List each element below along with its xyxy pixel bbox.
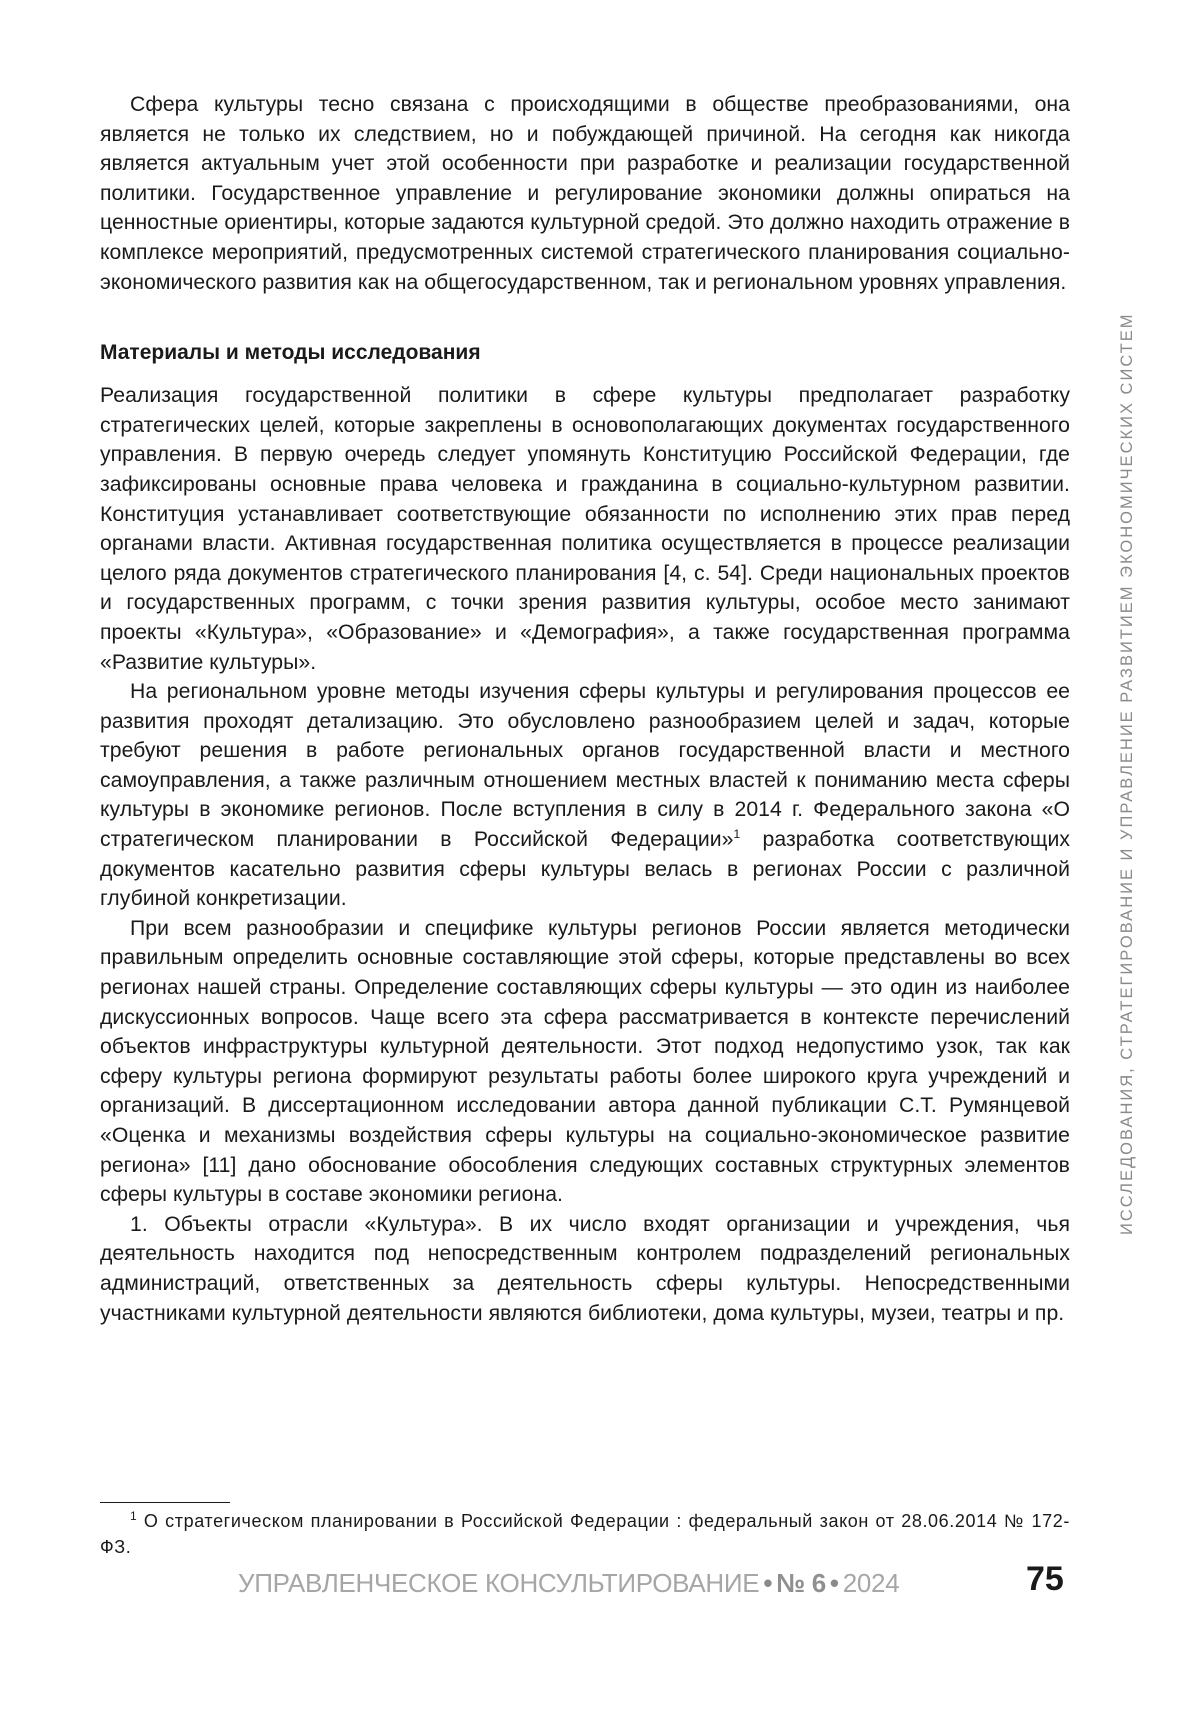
paragraph-2 [100,677,1070,914]
paragraph-2-text-cont: разработка соответствующих документов касательно развития сферы культуры велась в регионах России с различной глубиной конкретизации. [100,828,1070,910]
running-section-title: ИССЛЕДОВАНИЯ, СТРАТЕГИРОВАНИЕ И УПРАВЛЕНИЕ РАЗВИТИЕМ ЭКОНОМИЧЕСКИХ СИСТЕМ [1118,312,1137,1235]
journal-footer [238,1568,899,1599]
footer-separator: • [759,1568,776,1598]
footnote-text: О стратегическом планировании в Российской Федерации : федеральный закон от 28.06.2014 № 172-ФЗ. [100,1511,1070,1557]
paragraph-1: Реализация государственной политики в сфере культуры предполагает разработку стратегических целей, которые закреплены в основополагающих документах государственного управления. В первую очередь следует упомянуть Конституцию Российской Федерации, где зафиксированы основные права человека и гражданина в социально-культурном развитии. Конституция устанавливает соответствующие обязанности по исполнению этих прав перед органами власти. Активная государственная политика осуществляется в процессе реализации целого ряда документов стратегического планирования [4, с. 54]. Среди национальных проектов и государственных программ, с точки зрения развития культуры, особое место занимают проекты «Культура», «Образование» и «Демография», а также государственная программа «Развитие культуры». [100,381,1070,677]
paragraph-3: При всем разнообразии и специфике культуры регионов России является методически правильным определить основные составляющие этой сферы, которые представлены во всех регионах нашей страны. Определение составляющих сферы культуры — это один из наиболее дискуссионных вопросов. Чаще всего эта сфера рассматривается в контексте перечислений объектов инфраструктуры культурной деятельности. Этот подход недопустимо узок, так как сферу культуры региона формируют результаты работы более широкого круга учреждений и организаций. В диссертационном исследовании автора данной публикации С.Т. Румянцевой «Оценка и механизмы воздействия сферы культуры на социально-экономическое развитие региона» [11] дано обоснование обособления следующих составных структурных элементов сферы культуры в составе экономики региона. [100,914,1070,1210]
footnote [100,1508,1070,1560]
issue-number: № 6 [776,1568,826,1598]
issue-year: 2024 [843,1568,900,1598]
intro-paragraph: Сфера культуры тесно связана с происходящими в обществе преобразованиями, она является не только их следствием, но и побуждающей причиной. На сегодня как никогда является актуальным учет этой особенности при разработке и реализации государственной политики. Государственное управление и регулирование экономики должны опираться на ценностные ориентиры, которые задаются культурной средой. Это должно находить отражение в комплексе мероприятий, предусмотренных системой стратегического планирования социально-экономического развития как на общегосударственном, так и региональном уровнях управления. [100,90,1070,297]
paragraph-2-text: На региональном уровне методы изучения сферы культуры и регулирования процессов ее развития проходят детализацию. Это обусловлено разнообразием целей и задач, которые требуют решения в работе региональных органов государственной власти и местного самоуправления, а также различным отношением местных властей к пониманию места сферы культуры в экономике регионов. После вступления в силу в 2014 г. Федерального закона «О стратегическом планировании в Российской Федерации» [100,680,1070,851]
article-body [100,90,1070,1328]
footnote-divider [100,1502,230,1503]
footnote-marker: 1 [130,1509,137,1523]
footnote-ref[interactable]: 1 [733,827,740,841]
paragraph-4: 1. Объекты отрасли «Культура». В их число входят организации и учреждения, чья деятельность находится под непосредственным контролем подразделений региональных администраций, ответственных за деятельность сферы культуры. Непосредственными участниками культурной деятельности являются библиотеки, дома культуры, музеи, театры и пр. [100,1210,1070,1328]
footer-separator-2: • [826,1568,843,1598]
section-heading: Материалы и методы исследования [100,339,1070,367]
page-number: 75 [1026,1560,1064,1599]
journal-name: УПРАВЛЕНЧЕСКОЕ КОНСУЛЬТИРОВАНИЕ [238,1568,759,1598]
